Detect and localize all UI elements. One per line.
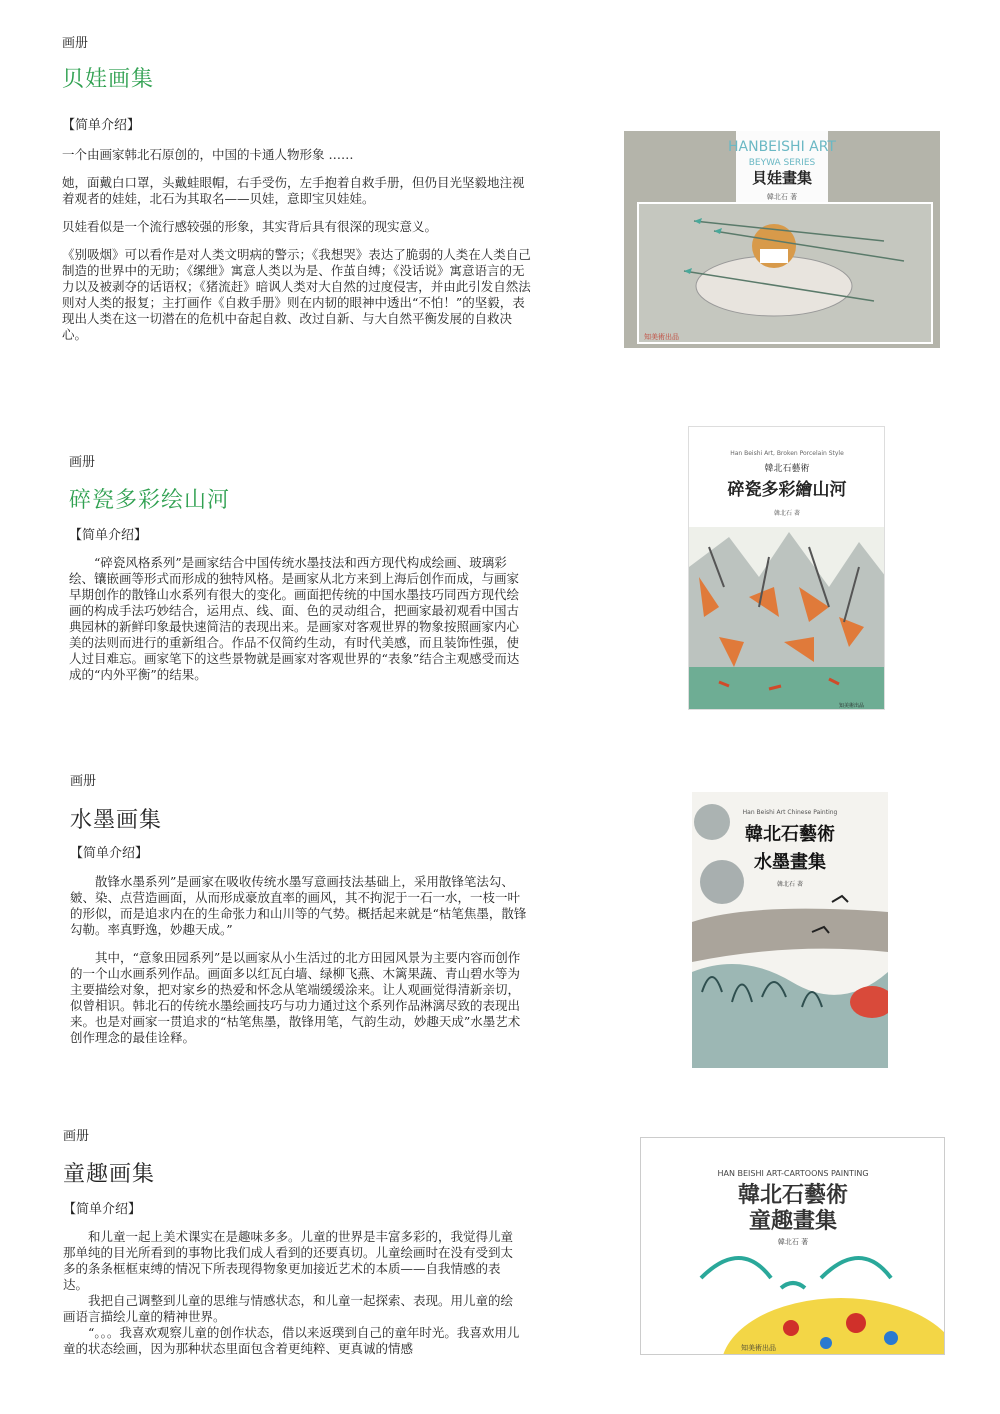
section-label: 画册 [69, 455, 96, 470]
porcelain-cover-image [688, 426, 885, 710]
section-label: 画册 [70, 774, 97, 789]
paragraph: 贝娃看似是一个流行感较强的形象，其实背后具有很深的现实意义。 [62, 219, 438, 234]
section-title-childlike: 童趣画集 [63, 1162, 156, 1187]
section-label: 画册 [63, 1129, 90, 1144]
paragraph: 她，面戴白口罩，头戴蛙眼帽，右手受伤，左手抱着自救手册，但仍目光坚毅地注视着观者的娃娃，北石为其取名——贝娃，意即宝贝娃娃。 [62, 175, 525, 206]
paragraph: “碎瓷风格系列”是画家结合中国传统水墨技法和西方现代构成绘画、玻璃彩绘、镶嵌画等形式而形成的独特风格。是画家从北方来到上海后创作而成，与画家早期创作的散锋山水系列有很大的变化。画面把传统的中国水墨技巧同西方现代绘画的构成手法巧妙结合，运用点、线、面、色的灵动组合，把画家最初观看中国古典园林的新鲜印象最快速简洁的表现出来。是画家对客观世界的物象按照画家内心美的法则而进行的重新组合。作品不仅简约生动，有时代美感，而且装饰性强，使人过目难忘。画家笔下的这些景物就是画家对客观世界的“表象”结合主观感受而达成的“内外平衡”的结果。 [69, 555, 520, 682]
ink-cover-image [692, 792, 888, 1068]
paragraph: 散锋水墨系列”是画家在吸收传统水墨写意画技法基础上，采用散锋笔法勾、皴、染、点营造画面，从而形成豪放直率的画风，其不拘泥于一石一水，一枝一叶的形似，而是追求内在的生命张力和山川等的气势。概括起来就是“枯笔焦墨，散锋勾勒。率真野逸，妙趣天成。” [70, 874, 527, 937]
section-title-beiwa: 贝娃画集 [62, 67, 155, 92]
cover-line1: HAN BEISHI ART-CARTOONS PAINTING [717, 1169, 869, 1178]
cover-line2: 韓北石藝術 [737, 1183, 849, 1208]
cover-line3: 水墨畫集 [754, 852, 826, 873]
beiwa-cover-image [624, 131, 940, 348]
paragraph: “。。。我喜欢观察儿童的创作状态，借以来返璞到自己的童年时光。我喜欢用儿童的状态绘画，因为那种状态里面包含着更纯粹、更真诚的情感 [63, 1325, 520, 1356]
paragraph: 《别吸烟》可以看作是对人类文明病的警示；《我想哭》表达了脆弱的人类在人类自己制造的世界中的无助；《缧绁》寓意人类以为是、作茧自缚；《没话说》寓意语言的无力以及被剥夺的话语权；《猪流赶》暗讽人类对大自然的过度侵害，并由此引发自然法则对人类的报复；主打画作《自救手册》则在内韧的眼神中透出“不怕！”的坚毅，表现出人类在这一切潜在的危机中奋起自救、改过自新、与大自然平衡发展的自救决心。 [62, 247, 531, 342]
intro-heading: 【简单介绍】 [62, 118, 141, 133]
paragraph: 我把自己调整到儿童的思维与情感状态，和儿童一起探索、表现。用儿童的绘画语言描绘儿童的精神世界。 [63, 1293, 514, 1324]
cover-publisher: 知美術出品 [838, 703, 864, 709]
section-body [70, 874, 528, 1046]
cover-line1: HANBEISHI ART [728, 139, 836, 155]
cover-line3: 碎瓷多彩繪山河 [727, 480, 847, 500]
cover-line2: 韓北石藝術 [764, 464, 810, 474]
cover-line3: 貝娃畫集 [751, 169, 813, 187]
section-body [62, 147, 536, 355]
cover-author: 韓北石 著 [777, 1238, 809, 1246]
cover-line2: BEYWA SERIES [748, 158, 816, 168]
paragraph: 一个由画家韩北石原创的，中国的卡通人物形象 …… [62, 147, 354, 162]
paragraph: 其中，“意象田园系列”是以画家从小生活过的北方田园风景为主要内容而创作的一个山水画系列作品。画面多以红瓦白墙、绿柳飞燕、木篱果蔬、青山碧水等为主要描绘对象，把对家乡的热爱和怀念从笔端缓缓涂来。让人观画觉得清新亲切，似曾相识。韩北石的传统水墨绘画技巧与功力通过这个系列作品淋漓尽致的表现出来。也是对画家一贯追求的“枯笔焦墨，散锋用笔，气韵生动，妙趣天成”水墨艺术创作理念的最佳诠释。 [70, 950, 521, 1045]
section-title-ink: 水墨画集 [70, 808, 163, 833]
cover-line1: Han Beishi Art Chinese Painting [742, 809, 838, 816]
paragraph: 和儿童一起上美术课实在是趣味多多。儿童的世界是丰富多彩的，我觉得儿童那单纯的目光所看到的事物比我们成人看到的还要真切。儿童绘画时在没有受到太多的条条框框束缚的情况下所表现得物象更加接近艺术的本质——自我情感的表达。 [63, 1229, 514, 1292]
intro-heading: 【简单介绍】 [63, 1202, 142, 1217]
cover-publisher: 知美術出品 [644, 333, 679, 341]
section-body [63, 1229, 523, 1357]
cover-author: 韓北石 著 [766, 193, 798, 201]
section-body [69, 555, 529, 683]
section-label: 画册 [62, 36, 89, 51]
intro-heading: 【简单介绍】 [70, 846, 149, 861]
intro-heading: 【简单介绍】 [69, 528, 148, 543]
cover-line2: 韓北石藝術 [745, 824, 835, 845]
childlike-cover-image [640, 1137, 945, 1355]
cover-line1: Han Beishi Art, Broken Porcelain Style [730, 450, 844, 457]
section-title-porcelain: 碎瓷多彩绘山河 [69, 488, 231, 513]
cover-publisher: 知美術出品 [741, 1344, 776, 1352]
ink-field-art [692, 909, 888, 962]
cover-author: 韓北石 著 [777, 881, 803, 888]
cover-author: 韓北石 著 [774, 510, 800, 517]
child-drawing-art [701, 1258, 891, 1278]
cover-line3: 童趣畫集 [748, 1209, 838, 1234]
